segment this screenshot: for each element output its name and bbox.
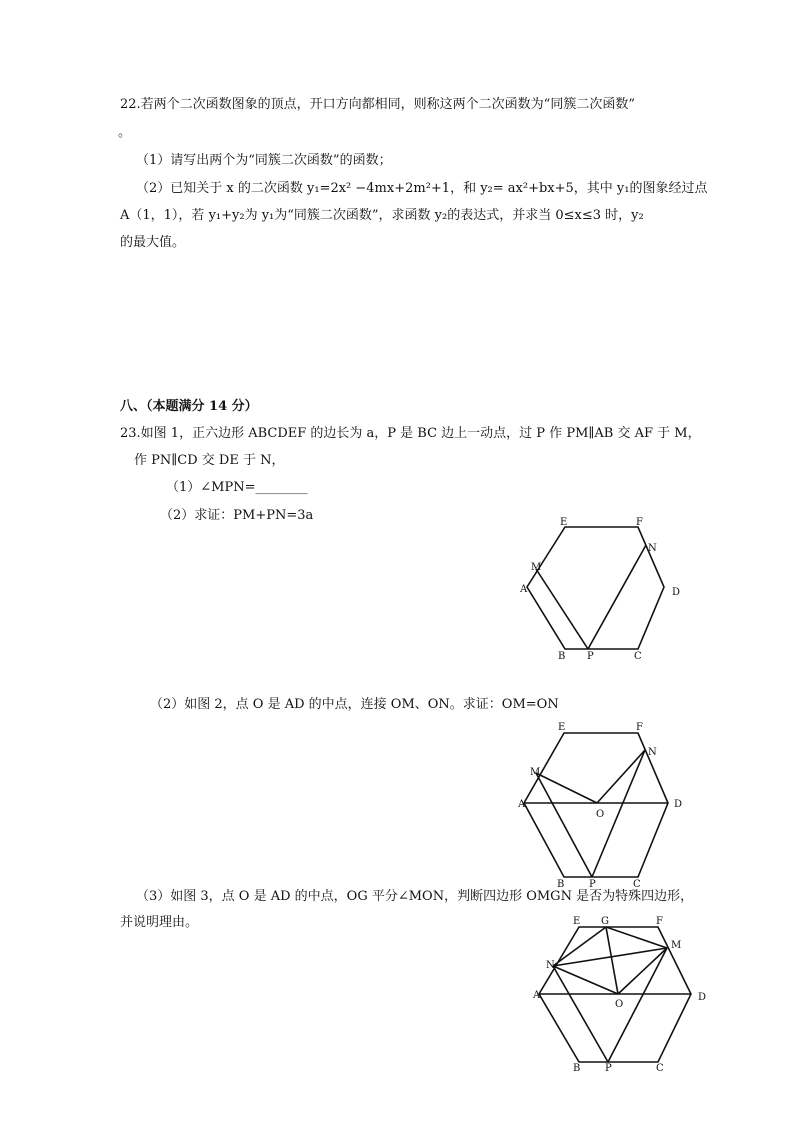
- q23-stem-line1: 23.如图 1，正六边形 ABCDEF 的边长为 a，P 是 BC 边上一动点，过 P 作 PM∥AB 交 AF 于 M，: [120, 426, 701, 441]
- label-p: P: [589, 879, 596, 890]
- figure-3-hexagon: [515, 910, 715, 1075]
- q23-part2: （2）求证：PM+PN=3a: [160, 508, 314, 523]
- label-m: M: [671, 940, 682, 951]
- segment-pm: [536, 569, 588, 649]
- segment-pm: [553, 966, 608, 1062]
- label-f: F: [636, 517, 643, 528]
- q22-part1: （1）请写出两个为“同簇二次函数”的函数；: [136, 153, 392, 168]
- q22-stem-line1: 22.若两个二次函数图象的顶点，开口方向都相同，则称这两个二次函数为“同簇二次函数”: [120, 97, 635, 112]
- segment-gn: [606, 927, 667, 948]
- label-c: C: [656, 1063, 664, 1074]
- label-c: C: [634, 651, 642, 662]
- q23-part1: （1）∠MPN=________: [166, 480, 308, 495]
- label-e: E: [560, 517, 568, 528]
- label-a: A: [518, 799, 526, 810]
- segment-on: [597, 750, 645, 803]
- label-d: D: [698, 992, 707, 1003]
- segment-pm: [536, 773, 592, 877]
- q22-stem-line2: 。: [118, 125, 132, 140]
- label-o: O: [596, 809, 605, 820]
- label-e: E: [558, 722, 566, 733]
- label-p: P: [587, 651, 594, 662]
- figure-1-hexagon: [500, 515, 700, 665]
- label-n: N: [648, 747, 657, 758]
- label-a: A: [533, 990, 541, 1001]
- segment-gm: [553, 927, 606, 966]
- label-n: N: [648, 543, 657, 554]
- label-n: N: [546, 960, 555, 971]
- hexagon: [524, 733, 668, 877]
- label-b: B: [557, 879, 565, 890]
- q22-part2-line1: （2）已知关于 x 的二次函数 y₁=2x² −4mx+2m²+1，和 y₂= ax²+bx+5，其中 y₁的图象经过点: [136, 181, 708, 196]
- label-m: M: [530, 767, 541, 778]
- label-f: F: [636, 722, 643, 733]
- q23-part2b: （2）如图 2，点 O 是 AD 的中点，连接 OM、ON。求证：OM=ON: [150, 697, 559, 712]
- section-title: 八、（本题满分 14 分）: [120, 399, 258, 414]
- label-m: M: [531, 562, 542, 573]
- label-e: E: [573, 916, 581, 927]
- q23-part3-line1: （3）如图 3，点 O 是 AD 的中点，OG 平分∠MON，判断四边形 OMGN 是否为特殊四边形，: [136, 889, 694, 904]
- segment-om: [536, 773, 597, 803]
- q23-part3-line2: 并说明理由。: [120, 915, 199, 930]
- q22-part2-line2: A（1，1），若 y₁+y₂为 y₁为“同簇二次函数”，求函数 y₂的表达式，并求当 0≤x≤3 时，y₂: [120, 208, 644, 223]
- segment-og: [606, 927, 618, 994]
- label-o: O: [615, 999, 624, 1010]
- figure-2-hexagon: [500, 715, 700, 890]
- segment-om: [553, 966, 618, 994]
- q23-stem-line2: 作 PN∥CD 交 DE 于 N，: [134, 453, 285, 468]
- label-b: B: [558, 651, 566, 662]
- label-c: C: [633, 879, 641, 890]
- label-d: D: [674, 799, 683, 810]
- label-p: P: [605, 1063, 612, 1074]
- segment-pn: [588, 545, 646, 649]
- q22-part2-line3: 的最大值。: [120, 235, 186, 250]
- label-b: B: [573, 1063, 581, 1074]
- label-d: D: [672, 587, 681, 598]
- label-a: A: [520, 584, 528, 595]
- label-f: F: [656, 916, 663, 927]
- label-g: G: [601, 916, 609, 927]
